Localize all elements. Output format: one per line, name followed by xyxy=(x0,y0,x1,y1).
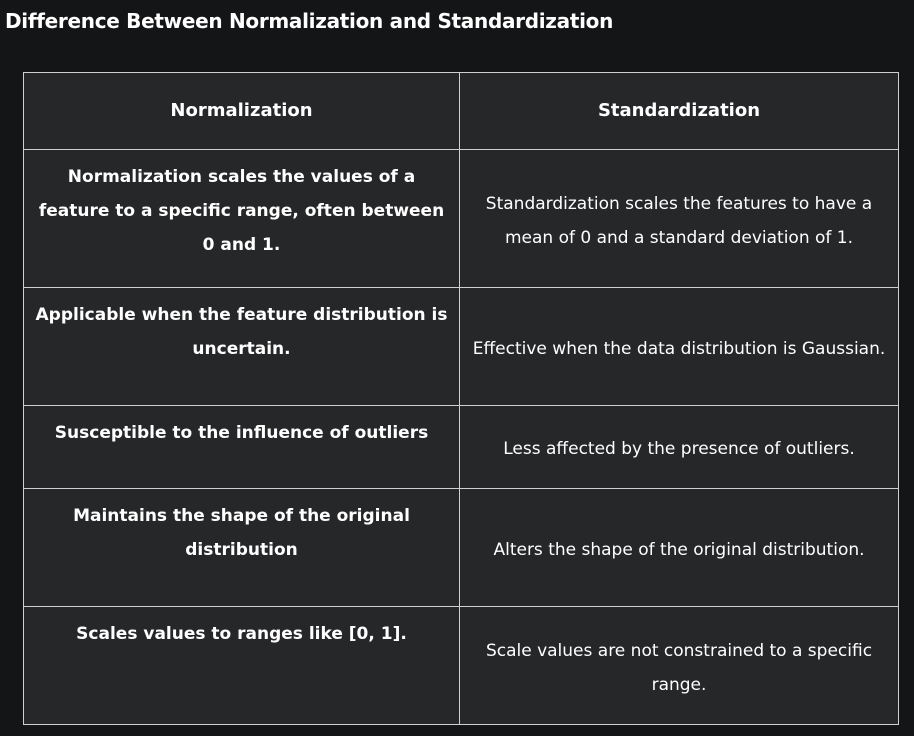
standardization-cell: Less affected by the presence of outliers. xyxy=(460,406,899,489)
table-row xyxy=(24,406,899,489)
table-row xyxy=(24,489,899,607)
header-standardization: Standardization xyxy=(460,73,899,150)
standardization-cell: Effective when the data distribution is Gaussian. xyxy=(460,288,899,406)
table-row xyxy=(24,150,899,288)
normalization-cell: Applicable when the feature distribution is uncertain. xyxy=(24,288,460,406)
normalization-cell: Scales values to ranges like [0, 1]. xyxy=(24,607,460,725)
comparison-table xyxy=(23,72,899,725)
normalization-cell: Normalization scales the values of a feature to a specific range, often between 0 and 1. xyxy=(24,150,460,288)
normalization-cell: Susceptible to the influence of outliers xyxy=(24,406,460,489)
standardization-cell: Scale values are not constrained to a specific range. xyxy=(460,607,899,725)
standardization-cell: Alters the shape of the original distribution. xyxy=(460,489,899,607)
normalization-cell: Maintains the shape of the original distribution xyxy=(24,489,460,607)
header-normalization: Normalization xyxy=(24,73,460,150)
page-title: Difference Between Normalization and Standardization xyxy=(5,9,614,33)
table-row xyxy=(24,607,899,725)
table-row xyxy=(24,288,899,406)
standardization-cell: Standardization scales the features to have a mean of 0 and a standard deviation of 1. xyxy=(460,150,899,288)
table-header-row xyxy=(24,73,899,150)
